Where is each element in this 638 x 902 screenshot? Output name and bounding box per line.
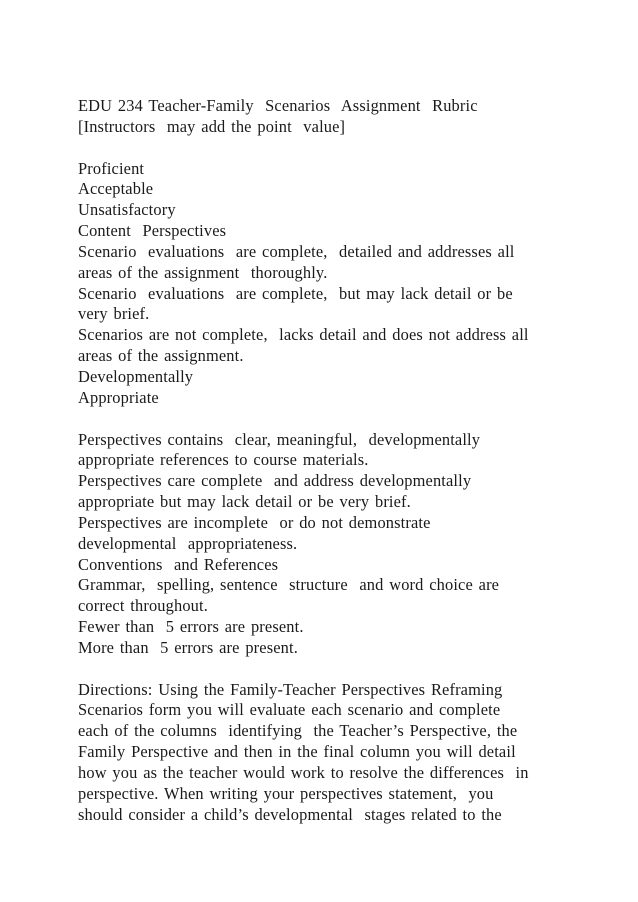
directions-line: how you as the teacher would work to resolve the differences in (78, 763, 529, 782)
text-line: Perspectives contains clear, meaningful, developmentally (78, 429, 481, 449)
text-line: Perspectives are incomplete or do not demonstrate (78, 512, 431, 532)
text-line: developmental appropriateness. (78, 533, 298, 553)
criterion-heading-developmental: Developmentally (78, 366, 194, 386)
directions-line: should consider a child’s developmental stages related to the (78, 804, 502, 824)
directions-line: perspective. When writing your perspectives statement, you (78, 783, 494, 803)
rubric-level-acceptable: Acceptable (78, 179, 154, 199)
instructor-note: [Instructors may add the point value] (78, 116, 346, 136)
blank-line (78, 138, 578, 159)
document-title: EDU 234 Teacher-Family Scenarios Assignment Rubric (78, 96, 478, 115)
text-line: Grammar, spelling, sentence structure and word choice are (78, 575, 500, 595)
text-line: areas of the assignment. (78, 346, 244, 366)
directions-line: each of the columns identifying the Teacher’s Perspective, the (78, 721, 518, 741)
text-line: very brief. (78, 304, 150, 324)
text-line: Scenarios are not complete, lacks detail and does not address all (78, 325, 529, 345)
text-line: Fewer than 5 errors are present. (78, 617, 304, 637)
rubric-level-proficient: Proficient (78, 158, 145, 178)
blank-line (78, 659, 578, 680)
text-line: Perspectives care complete and address developmentally (78, 471, 472, 491)
criterion-heading-content: Content Perspectives (78, 221, 227, 241)
text-line: areas of the assignment thoroughly. (78, 262, 328, 282)
text-line: Scenario evaluations are complete, but may lack detail or be (78, 283, 513, 303)
text-line: More than 5 errors are present. (78, 637, 298, 657)
criterion-heading-developmental-cont: Appropriate (78, 387, 159, 407)
criterion-heading-conventions: Conventions and References (78, 554, 279, 574)
directions-line: Scenarios form you will evaluate each scenario and complete (78, 700, 501, 720)
rubric-level-unsatisfactory: Unsatisfactory (78, 200, 176, 220)
directions-line: Directions: Using the Family-Teacher Perspectives Reframing (78, 679, 503, 699)
document-body (78, 96, 578, 826)
text-line: Scenario evaluations are complete, detailed and addresses all (78, 241, 515, 261)
text-line: correct throughout. (78, 596, 208, 616)
text-line: appropriate but may lack detail or be very brief. (78, 492, 411, 512)
text-line: appropriate references to course materials. (78, 450, 369, 470)
directions-line: Family Perspective and then in the final column you will detail (78, 742, 516, 762)
blank-line (78, 409, 578, 430)
